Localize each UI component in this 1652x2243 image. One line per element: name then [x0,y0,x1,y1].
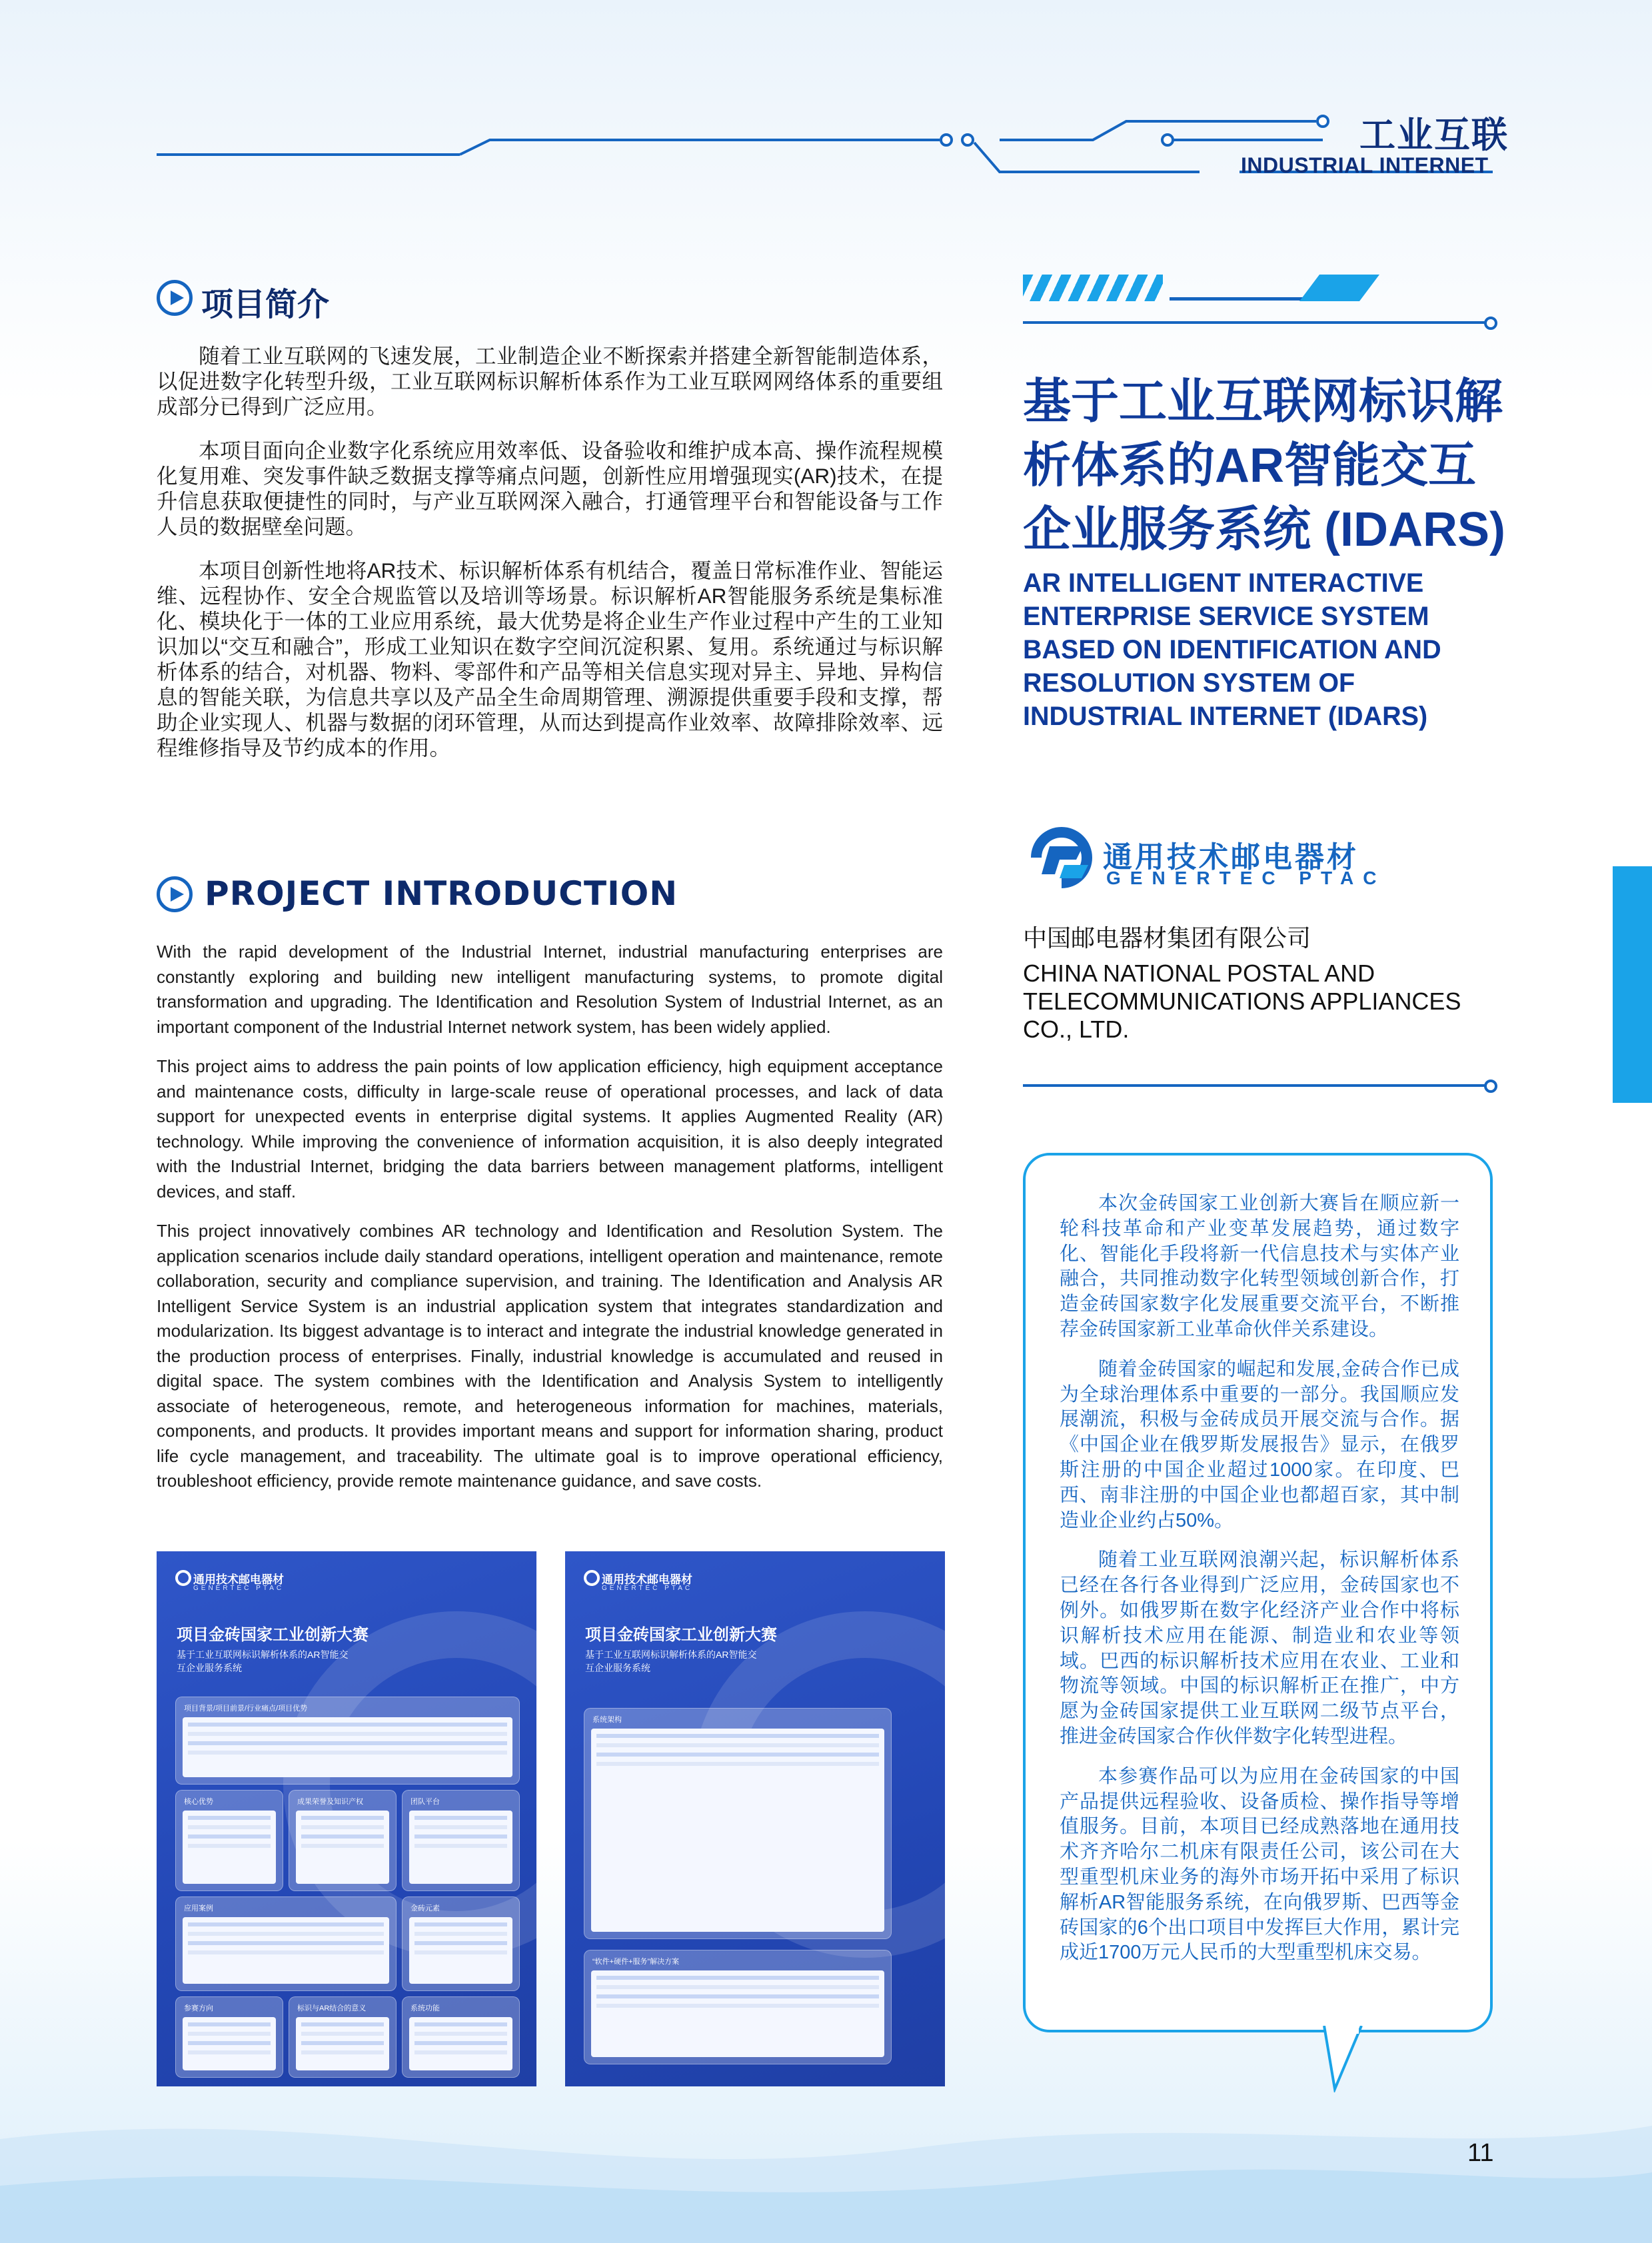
callout-paragraph: 随着工业互联网浪潮兴起，标识解析体系已经在各行各业得到广泛应用，金砖国家也不例外。如俄罗斯在数字化经济产业合作中将标识解析技术应用在能源、制造业和农业等领域。巴西的标识解析技术应用在农业、工业和物流等领域。中国的标识解析正在推广，中方愿为金砖国家提供工业互联网二级节点平台，推进金砖国家合作伙伴数字化转型进程。 [1060,1549,1459,1747]
poster-card-label: 标识与AR结合的意义 [297,2004,367,2012]
intro-en-body [157,940,943,1494]
intro-cn-body [157,343,943,760]
page-number: 11 [1467,2139,1494,2167]
callout-paragraph: 本次金砖国家工业创新大赛旨在顺应新一轮科技革命和产业变革发展趋势，通过数字化、智能化手段将新一代信息技术与实体产业融合，共同推动数字化转型领域创新合作，打造金砖国家数字化发展重要交流平台，不断推荐金砖国家新工业革命伙伴关系建设。 [1060,1193,1459,1340]
poster-card-label: 团队平台 [411,1798,440,1806]
poster-card-label: 核心优势 [184,1798,213,1806]
genertec-logo-icon [1023,826,1096,890]
poster-logo-en: GENERTEC PTAC [193,1585,285,1592]
poster-card-label: 项目背景/项目前景/行业痛点/项目优势 [184,1705,308,1713]
intro-cn-paragraph: 本项目创新性地将AR技术、标识解析体系有机结合，覆盖日常标准作业、智能运维、远程协作、安全合规监管以及培训等场景。标识解析AR智能服务系统是集标准化、模块化于一体的工业应用系统，最大优势是将企业生产作业过程中产生的工业知识加以“交互和融合”，形成工业知识在数字空间沉淀积累、复用。系统通过与标识解析体系的结合，对机器、物料、零部件和产品等相关信息实现对异主、异地、异构信息的智能关联，为信息共享以及产品全生命周期管理、溯源提供重要手段和支撑，帮助企业实现人、机器与数据的闭环管理，从而达到提高作业效率、故障排除效率、远程维修指导及节约成本的作用。 [157,558,943,760]
poster-card [584,1708,892,1939]
poster-card-label: 系统功能 [411,2004,440,2012]
company-logo-cn: 通用技术邮电器材 [1103,841,1359,874]
intro-en-paragraph: This project aims to address the pain points of low application efficiency, high equipment acceptance and maintenance costs, difficulty in large-scale reuse of operational processes, and lack of data support for unexpected events in enterprise digital systems. It applies Augmented Reality (AR) technology. While improving the convenience of information acquisition, it is also deeply integrated with the Industrial Internet, bridging the data barriers between management platforms, intelligent devices, and staff. [157,1056,943,1201]
decorative-stripes [1023,275,1163,301]
callout-paragraph: 随着金砖国家的崛起和发展,金砖合作已成为全球治理体系中重要的一部分。我国顺应发展潮流，积极与金砖成员开展交流与合作。据《中国企业在俄罗斯发展报告》显示，在俄罗斯注册的中国企业超过1000家。在印度、巴西、南非注册的中国企业也都超百家，其中制造业企业约占50%。 [1060,1358,1459,1531]
poster-card [175,1896,397,1991]
project-title-cn: 基于工业互联网标识解析体系的AR智能交互企业服务系统 (IDARS) [1023,375,1505,556]
intro-en-paragraph: With the rapid development of the Industrial Internet, industrial manufacturing enterprises are constantly exploring and building new intelligent manufacturing systems, to promote digital transformation and upgrading. The Identification and Resolution System of Industrial Internet, as an important component of the Industrial Internet network system, has been widely applied. [157,942,943,1037]
poster-logo-cn: 通用技术邮电器材 [193,1573,284,1586]
callout-text [1060,1191,1459,1980]
title-divider-top [1023,321,1489,324]
divider-node-icon [1483,1079,1498,1094]
poster-logo-en: GENERTEC PTAC [602,1585,693,1592]
intro-en-paragraph: This project innovatively combines AR technology and Identification and Resolution System. The application scenarios include daily standard operations, intelligent operation and maintenance, remote collaboration, security and compliance supervision, and training. The Identification and Analysis AR Intelligent Service System is an industrial application system that integrates standardization and modularization. Its biggest advantage is to interact and integrate the industrial knowledge generated in the production process of enterprises. Finally, industrial knowledge is accumulated and reused in digital space. The system combines with the Identification and Analysis System to intelligently associate of heterogeneous, remote, and heterogeneous information for machines, materials, components, and products. It provides important means and support for information sharing, product life cycle management, and traceability. The ultimate goal is to improve operational efficiency, troubleshoot efficiency, provide remote maintenance guidance, and save costs. [157,1221,943,1491]
decorative-line [1170,297,1303,301]
poster-card-label: 系统架构 [592,1716,622,1724]
poster-card-label: 应用案例 [184,1904,213,1912]
intro-en-heading: PROJECT INTRODUCTION [205,874,678,913]
divider-node-icon [1483,316,1498,331]
poster-title: 项目金砖国家工业创新大赛 [177,1626,369,1644]
side-tab [1613,866,1652,1103]
logo-icon [175,1570,191,1586]
decorative-block [1299,275,1379,301]
poster-card [289,1790,397,1891]
poster-title: 项目金砖国家工业创新大赛 [585,1626,777,1644]
header-title-cn: 工业互联 [1359,115,1509,155]
bottom-wave-decoration [0,2059,1652,2243]
callout-paragraph: 本参赛作品可以为应用在金砖国家的中国产品提供远程验收、设备质检、操作指导等增值服务。目前，本项目已经成熟落地在通用技术齐齐哈尔二机床有限责任公司，该公司在大型重型机床业务的海外市场开拓中采用了标识解析AR智能服务系统，在向俄罗斯、巴西等金砖国家的6个出口项目中发挥巨大作用，累计完成近1700万元人民币的大型重型机床交易。 [1060,1765,1459,1964]
company-logo-en: GENERTEC PTAC [1106,868,1386,888]
logo-icon [584,1570,600,1586]
poster-card-label: 成果荣誉及知识产权 [297,1798,363,1806]
play-icon [157,280,193,316]
poster-card [402,1896,520,1991]
poster-subtitle: 基于工业互联网标识解析体系的AR智能交互企业服务系统 [585,1649,757,1673]
poster-card-label: 金砖元素 [411,1904,440,1912]
poster-subtitle: 基于工业互联网标识解析体系的AR智能交互企业服务系统 [177,1649,349,1673]
header-title-en: INDUSTRIAL INTERNET [1241,153,1489,177]
intro-cn-paragraph: 随着工业互联网的飞速发展，工业制造企业不断探索并搭建全新智能制造体系，以促进数字化转型升级，工业互联网标识解析体系作为工业互联网网络体系的重要组成部分已得到广泛应用。 [157,344,943,418]
intro-cn-heading: 项目简介 [201,287,330,323]
poster-logo-cn: 通用技术邮电器材 [602,1573,692,1586]
company-name-en: CHINA NATIONAL POSTAL AND TELECOMMUNICATIONS APPLIANCES CO., LTD. [1023,960,1461,1043]
poster-card-label: “软件+硬件+服务”解决方案 [592,1958,680,1966]
play-icon [157,876,193,912]
project-title-en: AR INTELLIGENT INTERACTIVE ENTERPRISE SERVICE SYSTEM BASED ON IDENTIFICATION AND RESOLUTION SYSTEM OF INDUSTRIAL INTERNET (IDARS) [1023,568,1441,731]
company-name-cn: 中国邮电器材集团有限公司 [1023,924,1311,952]
poster-card [175,1697,520,1785]
poster-card [402,1790,520,1891]
intro-cn-paragraph: 本项目面向企业数字化系统应用效率低、设备验收和维护成本高、操作流程规模化复用难、突发事件缺乏数据支撑等痛点问题，创新性应用增强现实(AR)技术，在提升信息获取便捷性的同时，与产业互联网深入融合，打通管理平台和智能设备与工作人员的数据壁垒问题。 [157,438,943,538]
poster-card [175,1790,283,1891]
poster-card-label: 参赛方向 [184,2004,213,2012]
poster-preview-1 [157,1551,536,2086]
poster-card [584,1950,892,2064]
company-divider [1023,1084,1489,1087]
poster-preview-2 [565,1551,945,2086]
